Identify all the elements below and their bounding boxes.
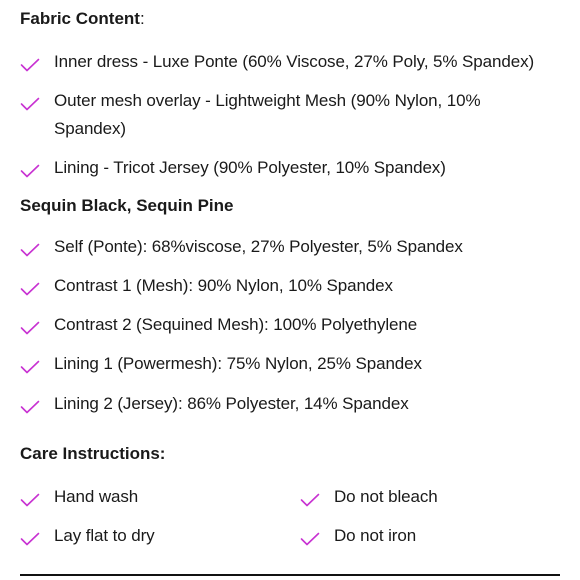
care-item-text: Hand wash: [54, 487, 139, 506]
list-item-text: Lining 2 (Jersey): 86% Polyester, 14% Spandex: [54, 394, 409, 413]
care-item-text: Do not bleach: [334, 487, 438, 506]
care-item-text: Do not iron: [334, 526, 417, 545]
fabric-content-heading-colon: :: [139, 9, 145, 28]
check-icon: [20, 164, 40, 178]
check-icon: [300, 532, 320, 546]
check-icon: [20, 400, 40, 414]
list-item-text: Lining - Tricot Jersey (90% Polyester, 10% Spandex): [54, 158, 446, 177]
fabric-content-heading-text: Fabric Content: [20, 9, 140, 28]
list-item-text: Lining 1 (Powermesh): 75% Nylon, 25% Spandex: [54, 354, 422, 373]
care-item-text: Lay flat to dry: [54, 526, 155, 545]
check-icon: [20, 360, 40, 374]
check-icon: [20, 532, 40, 546]
list-item-text: Contrast 1 (Mesh): 90% Nylon, 10% Spandex: [54, 276, 393, 295]
sequin-colors-heading: Sequin Black, Sequin Pine: [20, 196, 234, 215]
list-item-text: Inner dress - Luxe Ponte (60% Viscose, 27% Poly, 5% Spandex): [54, 52, 535, 71]
check-icon: [20, 321, 40, 335]
section-divider: [20, 574, 560, 576]
check-icon: [20, 243, 40, 257]
check-icon: [20, 282, 40, 296]
check-icon: [20, 493, 40, 507]
check-icon: [20, 58, 40, 72]
care-instructions-heading: Care Instructions:: [20, 444, 166, 463]
fabric-content-heading: [20, 9, 145, 29]
list-item-text: Outer mesh overlay - Lightweight Mesh (90% Nylon, 10% Spandex): [54, 91, 481, 138]
check-icon: [300, 493, 320, 507]
list-item-text: Self (Ponte): 68%viscose, 27% Polyester, 5% Spandex: [54, 237, 463, 256]
list-item-text: Contrast 2 (Sequined Mesh): 100% Polyethylene: [54, 315, 418, 334]
check-icon: [20, 97, 40, 111]
